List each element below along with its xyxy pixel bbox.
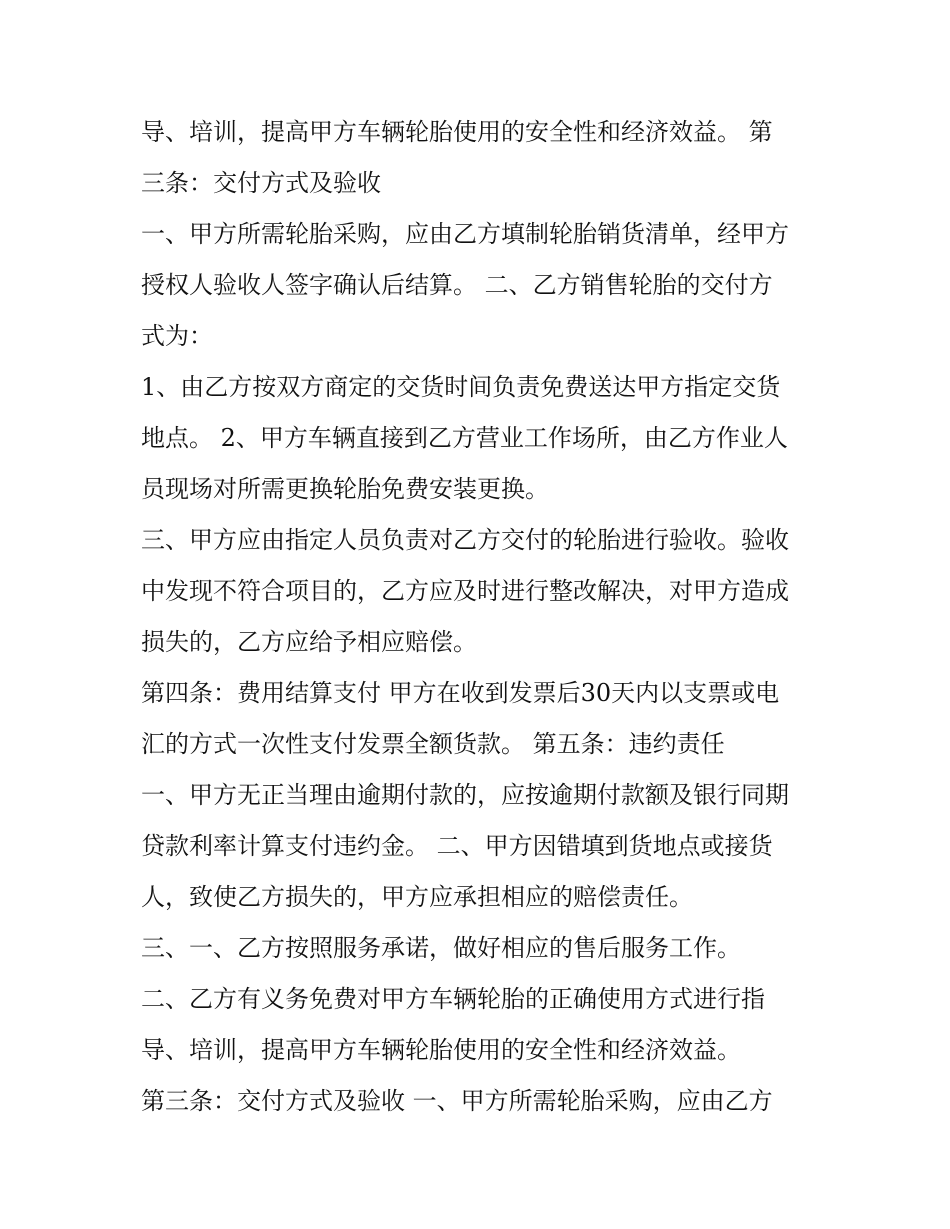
- text-line: 人，致使乙方损失的，甲方应承担相应的赔偿责任。: [141, 883, 693, 911]
- text-line: 式为：: [141, 322, 213, 350]
- text-line: 汇的方式一次性支付发票全额货款。 第五条：违约责任: [141, 730, 725, 758]
- text-line: 导、培训，提高甲方车辆轮胎使用的安全性和经济效益。: [141, 1036, 741, 1064]
- text-line: 导、培训，提高甲方车辆轮胎使用的安全性和经济效益。 第: [141, 118, 773, 146]
- text-line: 贷款利率计算支付违约金。 二、甲方因错填到货地点或接货: [141, 832, 773, 860]
- text-line: 一、甲方所需轮胎采购，应由乙方填制轮胎销货清单，经甲方: [141, 220, 789, 248]
- text-line: 损失的，乙方应给予相应赔偿。: [141, 628, 477, 656]
- contract-text: [141, 107, 821, 1127]
- text-line: 三条：交付方式及验收: [141, 169, 381, 197]
- text-line: 中发现不符合项目的，乙方应及时进行整改解决，对甲方造成: [141, 577, 789, 605]
- text-line: 一、甲方无正当理由逾期付款的，应按逾期付款额及银行同期: [141, 781, 789, 809]
- text-line: 授权人验收人签字确认后结算。 二、乙方销售轮胎的交付方: [141, 271, 773, 299]
- text-line: 第三条：交付方式及验收 一、甲方所需轮胎采购，应由乙方: [141, 1087, 773, 1115]
- text-line: 二、乙方有义务免费对甲方车辆轮胎的正确使用方式进行指: [141, 985, 765, 1013]
- text-line: 员现场对所需更换轮胎免费安装更换。: [141, 475, 549, 503]
- text-line: 三、甲方应由指定人员负责对乙方交付的轮胎进行验收。验收: [141, 526, 789, 554]
- text-line: 第四条：费用结算支付 甲方在收到发票后30天内以支票或电: [141, 679, 780, 707]
- text-line: 三、一、乙方按照服务承诺，做好相应的售后服务工作。: [141, 934, 741, 962]
- text-line: 地点。 2、甲方车辆直接到乙方营业工作场所，由乙方作业人: [141, 424, 788, 452]
- text-line: 1、由乙方按双方商定的交货时间负责免费送达甲方指定交货: [141, 373, 781, 401]
